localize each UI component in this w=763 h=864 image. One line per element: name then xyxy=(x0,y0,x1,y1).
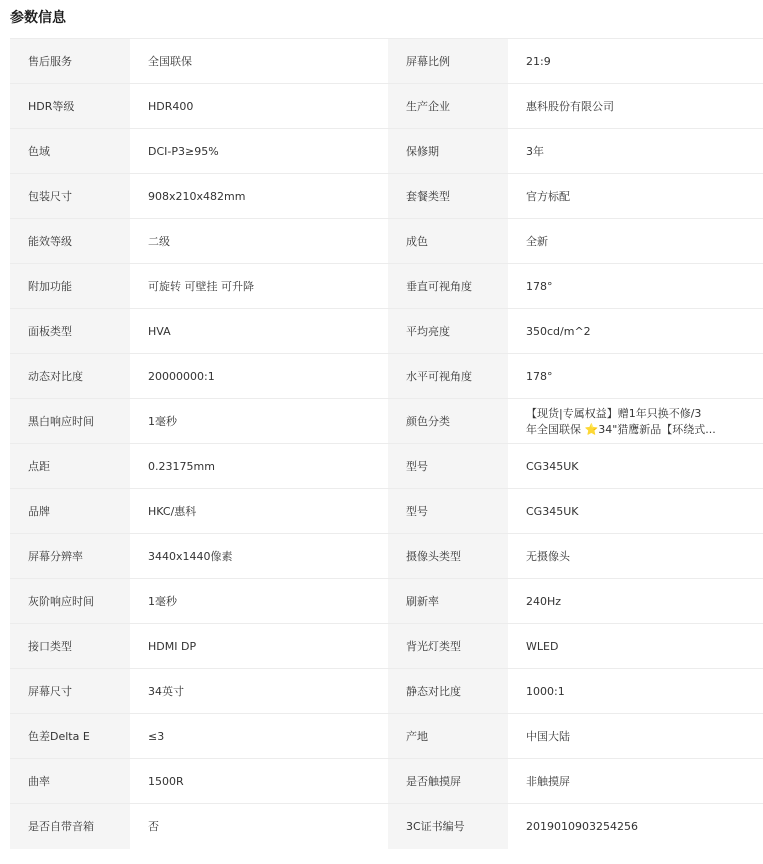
param-value: 1000:1 xyxy=(508,669,763,714)
param-label: 套餐类型 xyxy=(388,174,508,219)
param-label: 垂直可视角度 xyxy=(388,264,508,309)
param-value: 178° xyxy=(508,354,763,399)
param-label: 附加功能 xyxy=(10,264,130,309)
param-value: 3440x1440像素 xyxy=(130,534,388,579)
param-value: 34英寸 xyxy=(130,669,388,714)
param-value: 中国大陆 xyxy=(508,714,763,759)
param-value: HDMI DP xyxy=(130,624,388,669)
table-row xyxy=(10,354,763,399)
table-row xyxy=(10,714,763,759)
param-label: 品牌 xyxy=(10,489,130,534)
param-label: 摄像头类型 xyxy=(388,534,508,579)
param-label: 水平可视角度 xyxy=(388,354,508,399)
param-label: 曲率 xyxy=(10,759,130,804)
param-label: 屏幕尺寸 xyxy=(10,669,130,714)
param-value: 178° xyxy=(508,264,763,309)
param-value: WLED xyxy=(508,624,763,669)
table-row xyxy=(10,219,763,264)
param-label: 面板类型 xyxy=(10,309,130,354)
param-value: 908x210x482mm xyxy=(130,174,388,219)
param-label: 刷新率 xyxy=(388,579,508,624)
param-value: 官方标配 xyxy=(508,174,763,219)
param-label: 能效等级 xyxy=(10,219,130,264)
param-value: 1毫秒 xyxy=(130,399,388,444)
table-row xyxy=(10,309,763,354)
table-row xyxy=(10,39,763,84)
param-value: 350cd/m^2 xyxy=(508,309,763,354)
param-value: ≤3 xyxy=(130,714,388,759)
section-title: 参数信息 xyxy=(10,10,66,26)
table-row xyxy=(10,264,763,309)
table-row xyxy=(10,174,763,219)
param-value: 二级 xyxy=(130,219,388,264)
table-row xyxy=(10,579,763,624)
param-label: 保修期 xyxy=(388,129,508,174)
table-row xyxy=(10,129,763,174)
param-value: HDR400 xyxy=(130,84,388,129)
table-row xyxy=(10,759,763,804)
param-label: 型号 xyxy=(388,444,508,489)
table-row xyxy=(10,444,763,489)
param-label: 灰阶响应时间 xyxy=(10,579,130,624)
param-value: 非触摸屏 xyxy=(508,759,763,804)
color-category-value xyxy=(508,399,763,444)
param-label: 色差Delta E xyxy=(10,714,130,759)
param-value: 2019010903254256 xyxy=(508,804,763,849)
param-label: 黑白响应时间 xyxy=(10,399,130,444)
param-value: HKC/惠科 xyxy=(130,489,388,534)
color-category-line-2a: 年全国联保 xyxy=(526,423,585,436)
param-label: 色域 xyxy=(10,129,130,174)
param-label: 屏幕比例 xyxy=(388,39,508,84)
param-label: 静态对比度 xyxy=(388,669,508,714)
params-table xyxy=(10,38,763,849)
param-value: 3年 xyxy=(508,129,763,174)
param-value: 全国联保 xyxy=(130,39,388,84)
param-label: 点距 xyxy=(10,444,130,489)
table-row xyxy=(10,489,763,534)
color-category-line-1: 【现货|专属权益】赠1年只换不修/3 xyxy=(526,407,702,420)
param-label: 型号 xyxy=(388,489,508,534)
param-label: 背光灯类型 xyxy=(388,624,508,669)
param-label: 接口类型 xyxy=(10,624,130,669)
table-row xyxy=(10,624,763,669)
param-label: 产地 xyxy=(388,714,508,759)
param-value: DCI-P3≥95% xyxy=(130,129,388,174)
param-label: 平均亮度 xyxy=(388,309,508,354)
table-row xyxy=(10,534,763,579)
param-label: HDR等级 xyxy=(10,84,130,129)
table-row xyxy=(10,84,763,129)
param-value: 0.23175mm xyxy=(130,444,388,489)
param-label: 是否自带音箱 xyxy=(10,804,130,849)
param-value: 1500R xyxy=(130,759,388,804)
param-value: 可旋转 可壁挂 可升降 xyxy=(130,264,388,309)
param-value: CG345UK xyxy=(508,489,763,534)
table-row xyxy=(10,399,763,444)
param-label: 3C证书编号 xyxy=(388,804,508,849)
star-icon: ⭐ xyxy=(584,423,599,436)
param-label: 是否触摸屏 xyxy=(388,759,508,804)
color-category-line-2b: 34"猎鹰新品【环绕式... xyxy=(598,423,716,436)
param-value: 1毫秒 xyxy=(130,579,388,624)
param-value: HVA xyxy=(130,309,388,354)
param-value: 240Hz xyxy=(508,579,763,624)
param-value: 21:9 xyxy=(508,39,763,84)
param-label: 生产企业 xyxy=(388,84,508,129)
param-value: 无摄像头 xyxy=(508,534,763,579)
param-value: 20000000:1 xyxy=(130,354,388,399)
param-value: CG345UK xyxy=(508,444,763,489)
param-label: 包装尺寸 xyxy=(10,174,130,219)
param-value: 惠科股份有限公司 xyxy=(508,84,763,129)
param-label: 售后服务 xyxy=(10,39,130,84)
param-label: 屏幕分辨率 xyxy=(10,534,130,579)
table-row xyxy=(10,669,763,714)
param-label: 成色 xyxy=(388,219,508,264)
param-value: 全新 xyxy=(508,219,763,264)
param-label: 颜色分类 xyxy=(388,399,508,444)
param-value: 否 xyxy=(130,804,388,849)
param-label: 动态对比度 xyxy=(10,354,130,399)
table-row xyxy=(10,804,763,849)
